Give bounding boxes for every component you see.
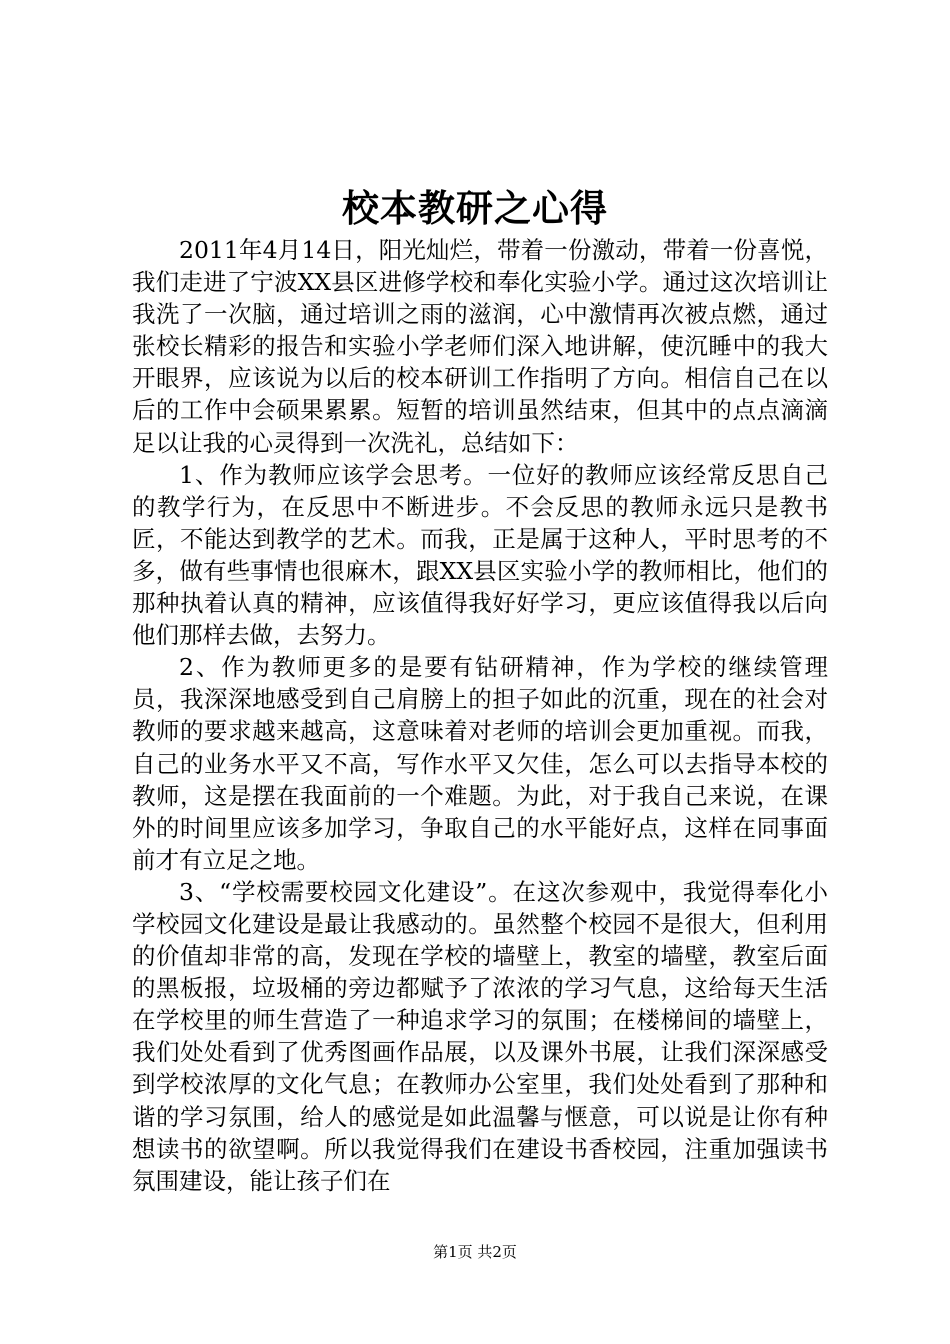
paragraph-point-1: 1、作为教师应该学会思考。一位好的教师应该经常反思自己的教学行为，在反思中不断进步。不会反思的教师永远只是教书匠，不能达到教学的艺术。而我，正是属于这种人，平时思考的不多，做有些事情也很麻木，跟XX县区实验小学的教师相比，他们的那种执着认真的精神，应该值得我好好学习，更应该值得我以后向他们那样去做，去努力。 xyxy=(132,460,828,650)
paragraph-point-2: 2、作为教师更多的是要有钻研精神，作为学校的继续管理员，我深深地感受到自己肩膀上的担子如此的沉重，现在的社会对教师的要求越来越高，这意味着对老师的培训会更加重视。而我，自己的业务水平又不高，写作水平又欠佳，怎么可以去指导本校的教师，这是摆在我面前的一个难题。为此，对于我自己来说，在课外的时间里应该多加学习，争取自己的水平能好点，这样在同事面前才有立足之地。 xyxy=(132,653,828,874)
document-body xyxy=(132,234,828,1197)
paragraph-intro: 2011年4月14日，阳光灿烂，带着一份激动，带着一份喜悦，我们走进了宁波XX县区进修学校和奉化实验小学。通过这次培训让我洗了一次脑，通过培训之雨的滋润，心中激情再次被点燃，通过张校长精彩的报告和实验小学老师们深入地讲解，使沉睡中的我大开眼界，应该说为以后的校本研训工作指明了方向。相信自己在以后的工作中会硕果累累。短暂的培训虽然结束，但其中的点点滴滴足以让我的心灵得到一次洗礼，总结如下： xyxy=(132,236,828,457)
paragraph-point-3: 3、“学校需要校园文化建设”。在这次参观中，我觉得奉化小学校园文化建设是最让我感动的。虽然整个校园不是很大，但利用的价值却非常的高，发现在学校的墙壁上，教室的墙壁，教室后面的黑板报，垃圾桶的旁边都赋予了浓浓的学习气息，这给每天生活在学校里的师生营造了一种追求学习的氛围；在楼梯间的墙壁上，我们处处看到了优秀图画作品展，以及课外书展，让我们深深感受到学校浓厚的文化气息；在教师办公室里，我们处处看到了那种和谐的学习氛围，给人的感觉是如此温馨与惬意，可以说是让你有种想读书的欲望啊。所以我觉得我们在建设书香校园，注重加强读书氛围建设，能让孩子们在 xyxy=(132,877,828,1195)
page-footer: 第1页 共2页 xyxy=(433,1243,517,1261)
document-title: 校本教研之心得 xyxy=(342,186,608,230)
